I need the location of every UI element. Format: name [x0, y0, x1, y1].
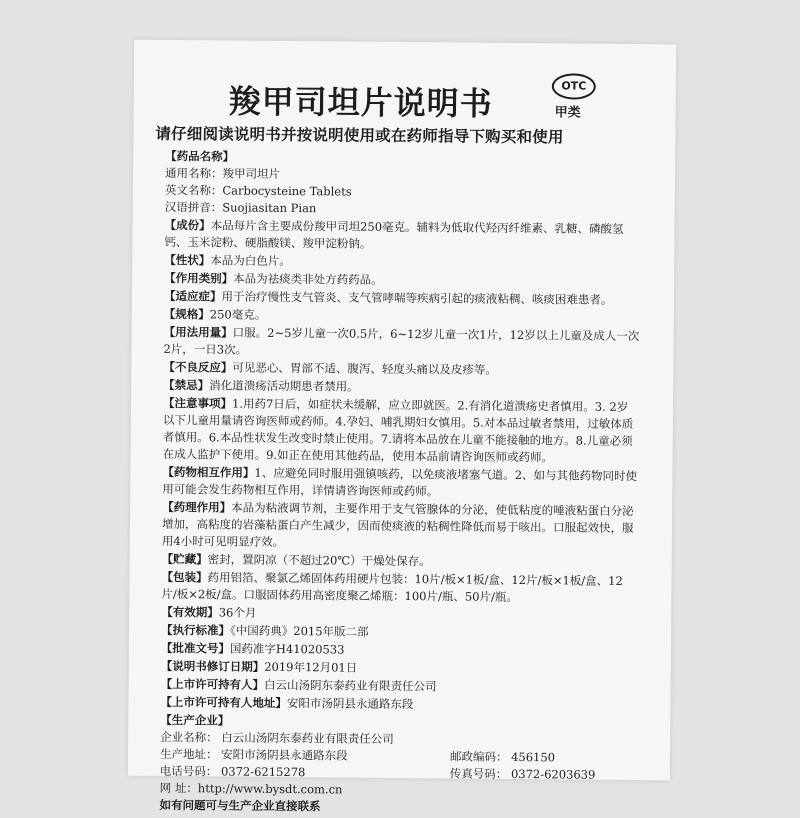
section-text: 消化道溃疡活动期患者禁用。	[209, 378, 359, 394]
section-header: 【用法用量】	[163, 324, 233, 340]
section-text: 《中国药典》2015年版二部	[230, 623, 369, 639]
section-pharmacology	[162, 499, 638, 554]
section-header: 【贮藏】	[161, 551, 208, 567]
section-header: 【药物相互作用】	[162, 464, 255, 480]
section-text: 本品为祛痰类非处方药药品。	[233, 271, 383, 287]
section-header: 【禁忌】	[163, 377, 210, 393]
section-text: 药用铝箔、聚氯乙烯固体药用硬片包装：10片/板×1板/盒、12片/板×1板/盒、12片/板×2板/盒。口服固体药用高密度聚乙烯瓶：100片/瓶、50片/瓶。	[161, 570, 623, 605]
section-header: 【包装】	[161, 569, 208, 585]
section-header: 【注意事项】	[162, 395, 233, 411]
section-header: 【说明书修订日期】	[160, 658, 265, 674]
section-header: 【上市许可持有人】	[160, 676, 265, 692]
section-header: 【性状】	[164, 252, 211, 268]
section-header: 【有效期】	[161, 604, 219, 620]
section-text: 1.用药7日后，如症状未缓解，应立即就医。2.有消化道溃疡史者慎用。3. 2岁以下儿童用量请咨询医师或药师。4.孕妇、哺乳期妇女慎用。5.对本品过敏者禁用，过敏体质者慎用。6.本品性状发生改变时禁止使用。7.请将本品放在儿童不能接触的地方。8.儿童必须在成人监护下使用。9.如正在使用其他药品，使用本品前请咨询医师或药师。	[162, 396, 634, 465]
english-name: 英文名称：Carbocysteine Tablets	[164, 182, 352, 199]
section-text: 可见恶心、胃部不适、腹泻、轻度头痛以及皮疹等。	[232, 360, 497, 377]
section-header: 【规格】	[163, 306, 210, 322]
section-text: 本品为粘液调节剂，主要作用于支气管腺体的分泌，使低粘度的唾液粘蛋白分泌增加，高粘度的岩藻粘蛋白产生减少，因而使痰液的粘稠性降低而易于咳出。口服起效快，服用4小时可见明显疗效。	[161, 500, 634, 549]
section-header-manufacturer: 【生产企业】	[160, 712, 230, 728]
instruction-sheet	[128, 40, 676, 814]
section-header: 【作用类别】	[164, 270, 234, 286]
manufacturer-website: 网 址：http://www.bysdt.com.cn	[159, 780, 343, 797]
section-text: 本品为白色片。	[210, 253, 291, 269]
otc-category: 甲类	[554, 105, 581, 121]
manufacturer-phone: 电话号码： 0372-6215278	[159, 763, 306, 780]
manufacturer-postcode: 邮政编码： 456150	[449, 749, 556, 765]
section-header: 【药理作用】	[162, 499, 232, 515]
document-title: 羧甲司坦片说明书	[228, 82, 493, 123]
section-text: 2019年12月01日	[264, 659, 358, 675]
section-header: 【执行标准】	[161, 622, 231, 638]
section-dosage	[163, 324, 639, 362]
contact-footer: 如有问题可与生产企业直接联系	[159, 797, 321, 814]
section-text: 1、应避免同时服用强镇咳药，以免痰液堵塞气道。2、如与其他药物同时使用可能会发生药物相互作用，详情请咨询医师或药师。	[162, 465, 638, 499]
manufacturer-name: 企业名称： 白云山汤阴东泰药业有限责任公司	[160, 729, 394, 746]
section-interactions	[162, 464, 638, 502]
generic-name: 通用名称：羧甲司坦片	[164, 165, 281, 181]
section-header: 【上市许可持有人地址】	[160, 694, 287, 711]
section-text: 36个月	[218, 605, 257, 620]
section-header: 【不良反应】	[163, 359, 233, 375]
section-composition	[164, 217, 640, 255]
manufacturer-address: 生产地址： 安阳市汤阴县永通路东段	[159, 746, 348, 763]
usage-warning: 请仔细阅读说明书并按说明使用或在药师指导下购买和使用	[155, 124, 564, 147]
pinyin-name: 汉语拼音：Suojiasitan Pian	[164, 199, 317, 216]
section-text: 密封，置阴凉（不超过20℃）干燥处保存。	[207, 552, 431, 569]
section-header: 【适应症】	[163, 288, 222, 304]
manufacturer-fax: 传真号码： 0372-6203639	[449, 766, 596, 782]
section-text: 250毫克。	[209, 307, 267, 322]
section-header-drug-name: 【药品名称】	[165, 148, 235, 164]
section-text: 用于治疗慢性支气管炎、支气管哮喘等疾病引起的痰液粘稠、咳痰困难患者。	[221, 289, 613, 307]
section-text: 本品每片含主要成份羧甲司坦250毫克。辅料为低取代羟丙纤维素、乳糖、磷酸氢钙、玉米淀粉、硬脂酸镁、羧甲淀粉钠。	[164, 218, 624, 251]
section-text: 口服。2~5岁儿童一次0.5片，6~12岁儿童一次1片，12岁以上儿童及成人一次2片，一日3次。	[163, 325, 640, 357]
otc-badge: OTC	[552, 73, 596, 99]
section-text: 白云山汤阴东泰药业有限责任公司	[264, 677, 437, 694]
document-body	[159, 148, 641, 818]
section-text: 国药准字H41020533	[229, 641, 345, 657]
section-precautions	[163, 395, 640, 467]
section-header: 【批准文号】	[160, 640, 230, 656]
section-header: 【成份】	[164, 217, 211, 233]
section-text: 安阳市汤阴县永通路东段	[286, 696, 414, 712]
section-package	[161, 569, 637, 607]
